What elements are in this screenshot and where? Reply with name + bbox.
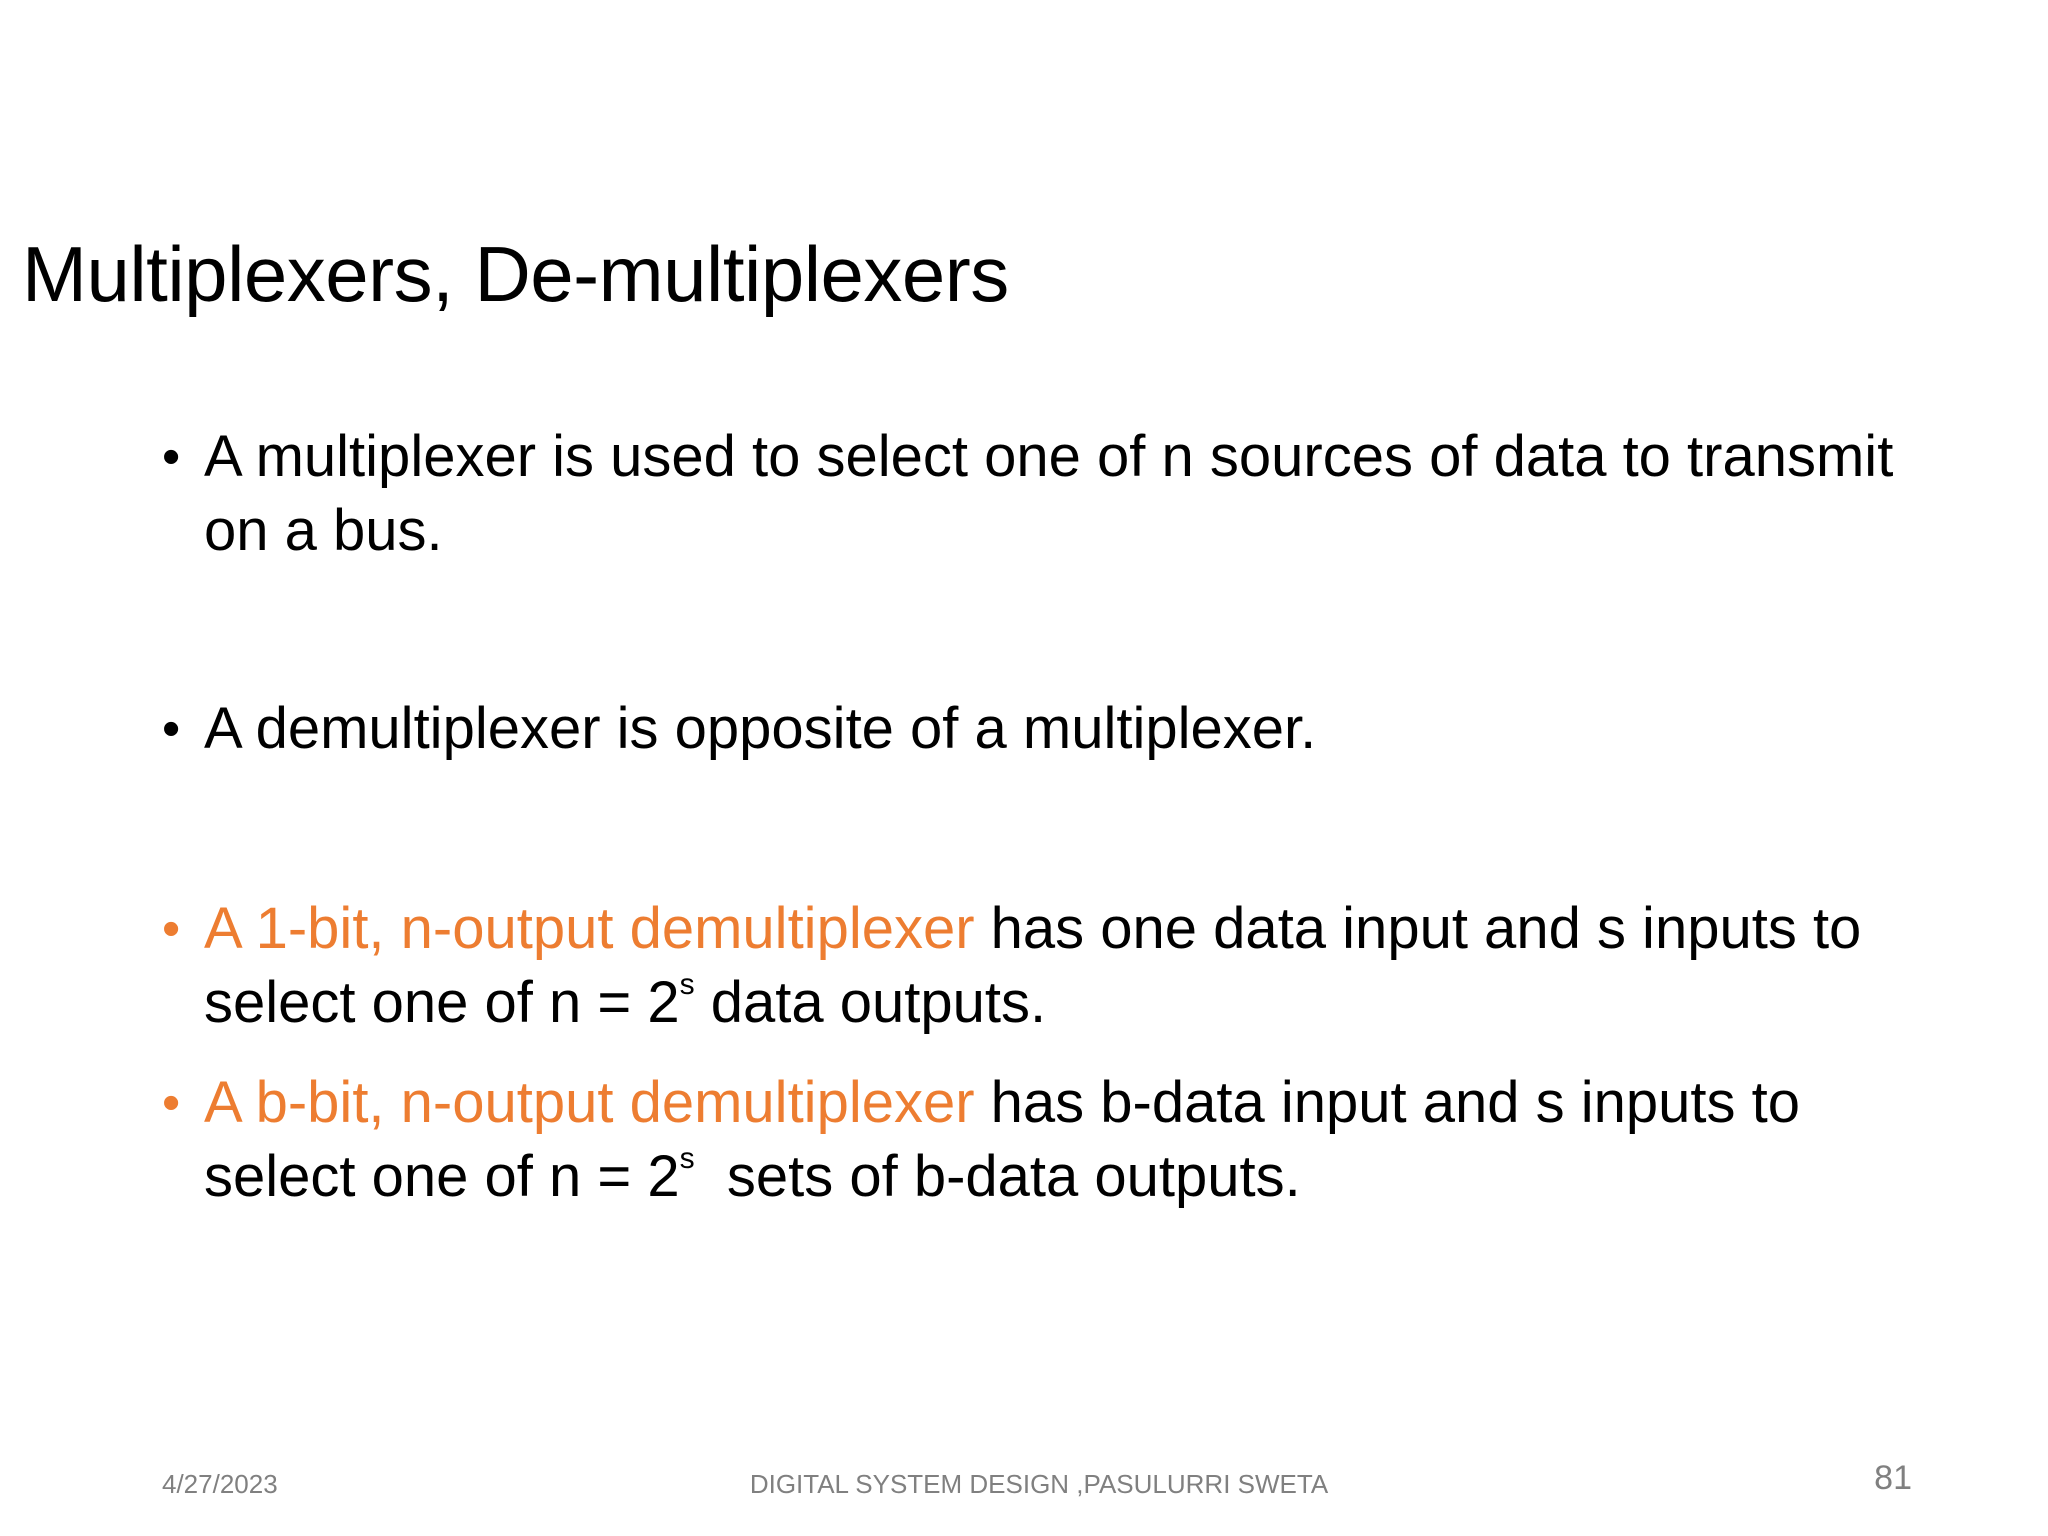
superscript: s <box>679 967 695 1001</box>
bullet-item <box>162 892 1922 1040</box>
bullet-item <box>162 420 1922 568</box>
bullet-text: sets of b-data outputs. <box>694 1144 1301 1209</box>
bullet-item <box>162 692 1922 766</box>
bullet-highlight: A 1-bit, n-output demultiplexer <box>204 896 975 961</box>
bullet-text: A demultiplexer is opposite of a multiplexer. <box>204 696 1317 761</box>
footer-date: 4/27/2023 <box>162 1469 278 1499</box>
slide-title: Multiplexers, De-multiplexers <box>22 230 1009 319</box>
bullet-text: has one data input and s inputs to select one of n = 2 <box>204 896 1862 1035</box>
bullet-text: data outputs. <box>694 970 1047 1035</box>
superscript: s <box>679 1141 695 1175</box>
bullet-text: A multiplexer is used to select one of n sources of data to transmit on a bus. <box>204 424 1894 563</box>
bullet-text: has b-data input and s inputs to select one of n = 2 <box>204 1070 1817 1209</box>
footer-title: DIGITAL SYSTEM DESIGN ,PASULURRI SWETA <box>749 1469 1329 1499</box>
bullet-highlight: A b-bit, n-output demultiplexer <box>204 1070 975 1135</box>
bullet-list <box>162 420 1922 1214</box>
page-number: 81 <box>1874 1459 1912 1497</box>
bullet-item <box>162 1066 1922 1214</box>
